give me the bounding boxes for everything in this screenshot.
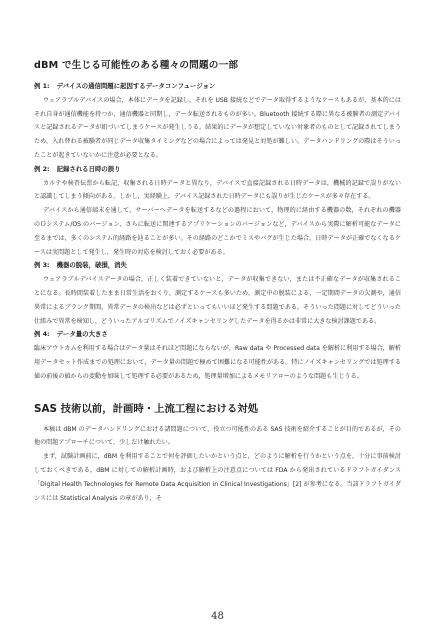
example-title: 機器の脱装，破損，消失	[56, 261, 127, 270]
example-heading	[34, 328, 401, 342]
example-number: 例 1:	[34, 82, 50, 90]
paragraph: ウェアラブルデバイスデータの場合，正しく装着できていないと，データが収集できない，または不正確なデータが収集されることになる。長時間装着したまま日常生活をおくり，測定するケースも多いため，測定中の脱装による，一定期間データの欠測や，通信異常によるブランク期間，異常データの検出などは必ずといってもいいほど発生する問題である。そういった問題に対してどういった仕組みで異常を検知し，どういったアルゴリズムでノイズキャンセリングしたデータを得るかは非常に大きな検討課題である。	[34, 276, 401, 325]
section-title: dBM で生じる可能性のある種々の問題の一部	[34, 60, 239, 71]
section-body	[34, 423, 401, 506]
paragraph: カルテや検査伝票から転記，収集される日時データと異なり，デバイスで直接記録される日時データは，機械的記録で誤りがないと認識してしまう傾向がある。しかし，実経験上，デバイス記録された日時データにも誤りが生じたケースが多々存在する。	[34, 179, 401, 201]
examples-list	[34, 80, 401, 384]
page-number: 48	[211, 611, 224, 622]
example-heading	[34, 163, 401, 177]
paragraph: ウェアラブルデバイスの場合，本体にデータを記録し，それを USB 接続などでデータ取得するようなケースもあるが，基本的にはそれ自身が通信機能を持つか，通信機器と同期し，データ転送されるものが多い。Bluetooth 接続する際に異なる被験者の測定デバイスと記録されるデータが紐づいてしまうケースが発生しうる。結果的にデータが想定していない対象者のものとして記録されてしまうため，入れ替わる被験者が同じデータ収集タイミングなどの場合によっては発見と対処が難しい。データハンドリングの際はそういったことが起きていないかに注意が必要となる。	[34, 96, 401, 159]
example-heading	[34, 80, 401, 94]
paragraph: 臨床アウトカムを利用する場合はデータ量はそれほど問題にならないが，Raw data や Processed data を解析に利用する場合，解析用データセット作成までの処理において，データ量の問題で極めて困難になる可能性がある。特にノイズキャンセリングでは処理する値の前後の値からの変動を加味して処理する必要があるため，処理量増加によるメモリフローのような問題も生じうる。	[34, 345, 401, 380]
example-title: 記録される日時の誤り	[56, 164, 121, 173]
section-heading: SAS 技術以前，計画時・上流工程における対処	[34, 402, 259, 415]
example-title: デバイスの通信問題に起因するデータコンフュージョン	[56, 82, 216, 90]
example-number: 例 4:	[34, 330, 50, 339]
paragraph: まず，試験計画前に，dBM を利用することで何を評価したいかという点と，どのように解析を行うかという点を，十分に事前検討しておくべきである。dBM に対しての解析計画時，および解析上の注意点については FDA から発出されているドラフトガイダンス「Digital Health Technologies for Remote Data Acquisition in Clinical Investigations」[2] が参考になる。当該ドラフトガイダンスには Statistical Analysis の章があり，そ	[34, 453, 401, 502]
example-number: 例 3:	[34, 261, 50, 270]
paragraph: 本稿は dBM のデータハンドリングにおける諸問題について，役立つ可能性のある SAS 技術を紹介することが目的であるが，その他の問題アプローチについて，少しだけ触れたい。	[34, 425, 401, 447]
example-heading	[34, 259, 401, 273]
example-title: データ量の大きさ	[56, 330, 108, 339]
example-number: 例 2:	[34, 164, 50, 173]
paragraph: デバイスから通信端末を通して，サーバーへデータを転送するなどの過程において，物理的に経由する機器の数，それぞれの機器のＯシステム/OS のバージョン，さらに転送に関連するアプリケーションのバージョンなど，デバイスから実際に解析可能なデータに至るまでは，多くのシステム的経路を辿ることが多い。その経路のどこかでミスやバグが生じた場合，日時データが正確でなくなるケースは実問題として発生し，発生時の対応を検討しておく必要がある。	[34, 207, 401, 256]
